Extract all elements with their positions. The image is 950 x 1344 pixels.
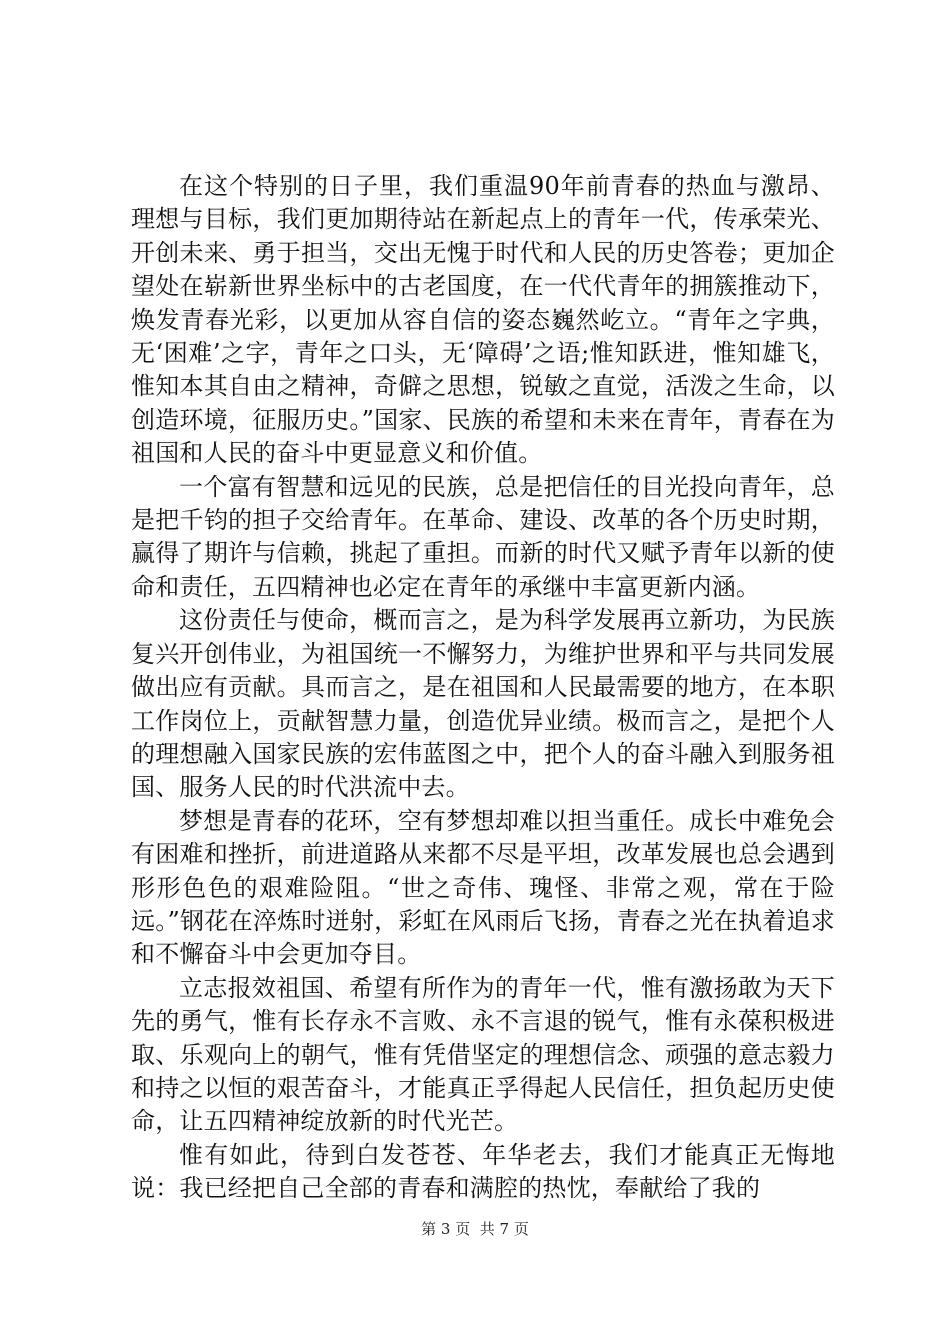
paragraph: 这份责任与使命，概而言之，是为科学发展再立新功，为民族复兴开创伟业，为祖国统一不懈努力，为维护世界和平与共同发展做出应有贡献。具而言之，是在祖国和人民最需要的地方，在本职工作岗位上，贡献智慧力量，创造优异业绩。极而言之，是把个人的理想融入国家民族的宏伟蓝图之中，把个人的奋斗融入到服务祖国、服务人民的时代洪流中去。: [131, 606, 835, 802]
paragraph: 梦想是青春的花环，空有梦想却难以担当重任。成长中难免会有困难和挫折，前进道路从来都不尽是平坦，改革发展也总会遇到形形色色的艰难险阻。“世之奇伟、瑰怪、非常之观，常在于险远。”钢花在淬炼时迸射，彩虹在风雨后飞扬，青春之光在执着追求和不懈奋斗中会更加夺目。: [131, 806, 835, 969]
paragraph: 惟有如此，待到白发苍苍、年华老去，我们才能真正无悔地说：我已经把自己全部的青春和满腔的热忱，奉献给了我的: [131, 1140, 835, 1203]
document-body: [131, 170, 835, 1206]
paragraph: 在这个特别的日子里，我们重温90年前青春的热血与激昂、理想与目标，我们更加期待站在新起点上的青年一代，传承荣光、开创未来、勇于担当，交出无愧于时代和人民的历史答卷；更加企望处在崭新世界坐标中的古老国度，在一代代青年的拥簇推动下，焕发青春光彩，以更加从容自信的姿态巍然屹立。“青年之字典，无‘困难’之字，青年之口头，无‘障碍’之语;惟知跃进，惟知雄飞，惟知本其自由之精神，奇僻之思想，锐敏之直觉，活泼之生命，以创造环境，征服历史。”国家、民族的希望和未来在青年，青春在为祖国和人民的奋斗中更显意义和价值。: [131, 172, 835, 468]
page-number-footer: 第 3 页 共 7 页: [421, 1220, 529, 1238]
paragraph: 立志报效祖国、希望有所作为的青年一代，惟有激扬敢为天下先的勇气，惟有长存永不言败、永不言退的锐气，惟有永葆积极进取、乐观向上的朝气，惟有凭借坚定的理想信念、顽强的意志毅力和持之以恒的艰苦奋斗，才能真正孚得起人民信任，担负起历史使命，让五四精神绽放新的时代光芒。: [131, 973, 835, 1136]
paragraph: 一个富有智慧和远见的民族，总是把信任的目光投向青年，总是把千钧的担子交给青年。在革命、建设、改革的各个历史时期，赢得了期许与信赖，挑起了重担。而新的时代又赋予青年以新的使命和责任，五四精神也必定在青年的承继中丰富更新内涵。: [131, 472, 835, 601]
